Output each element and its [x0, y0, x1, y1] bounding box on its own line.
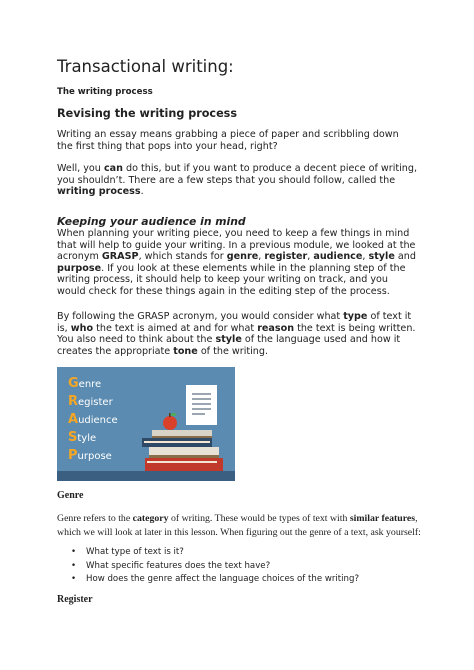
- page-title: Transactional writing:: [57, 57, 234, 76]
- grasp-illustration: [57, 367, 235, 481]
- genre-paragraph: [57, 512, 427, 540]
- bold-run: who: [70, 322, 94, 334]
- grasp-word: [68, 412, 118, 427]
- grasp-word: [68, 376, 101, 391]
- bold-run: style: [215, 334, 242, 345]
- bold-run: purpose: [57, 262, 102, 274]
- text-run: , which stands for: [138, 251, 227, 262]
- list-item: [57, 573, 427, 587]
- text-run: When planning your writing piece, you need to keep a few things in mind that will help to guide your writing. In a previous module, we looked at the acronym: [57, 228, 416, 262]
- list-item-text: How does the genre affect the language choices of the writing?: [86, 574, 360, 584]
- grasp-letter: P: [68, 448, 78, 463]
- text-run: ,: [362, 251, 369, 262]
- text-run: By following the GRASP acronym, you would consider what: [57, 311, 344, 322]
- grasp-word-rest: egister: [78, 397, 113, 408]
- writing-process-paragraph: [57, 163, 417, 198]
- text-run: the text is aimed at and for what: [93, 322, 258, 334]
- bold-run: genre: [226, 251, 259, 262]
- text-run: ,: [258, 251, 265, 262]
- genre-question-list: [57, 546, 427, 587]
- subheading: The writing process: [57, 87, 153, 97]
- grasp-word: [68, 448, 112, 463]
- bold-run: similar features: [349, 513, 416, 524]
- bullet-icon: •: [71, 560, 77, 571]
- grasp-word-rest: enre: [78, 379, 102, 390]
- bold-run: type: [343, 311, 368, 322]
- book-stack-icon: [142, 430, 223, 471]
- bold-run: GRASP: [101, 251, 139, 262]
- illustration-floor: [57, 471, 235, 481]
- text-run: Well, you: [57, 163, 104, 174]
- bold-run: writing process: [57, 186, 141, 197]
- grasp-letter: R: [68, 394, 79, 409]
- text-run: of the language used and how it creates the appropriate: [57, 334, 401, 357]
- bold-run: can: [103, 163, 123, 174]
- section-title: Revising the writing process: [57, 107, 237, 120]
- list-item-text: What type of text is it?: [86, 547, 184, 557]
- text-run: do this, but if you want to produce a decent piece of writing, you shouldn’t. There are a few steps that you should follow, called the: [57, 163, 418, 186]
- grasp-letter: G: [68, 376, 79, 391]
- genre-heading: Genre: [57, 490, 84, 501]
- grasp-word: [68, 430, 96, 445]
- text-run: Genre refers to the: [57, 513, 133, 524]
- bold-run: register: [264, 251, 308, 262]
- text-run: the text is being written. You also need to think about the: [57, 322, 416, 345]
- audience-paragraph: [57, 228, 417, 297]
- intro-paragraph: Writing an essay means grabbing a piece of paper and scribbling down the first thing that pops into your head, right?: [57, 129, 399, 152]
- bold-run: style: [368, 251, 395, 262]
- text-run: .: [140, 186, 144, 197]
- text-run: of the writing.: [197, 345, 269, 357]
- grasp-word-rest: tyle: [77, 433, 97, 444]
- register-heading: Register: [57, 594, 93, 605]
- text-run: ,: [307, 251, 314, 262]
- grasp-paragraph: [57, 311, 417, 357]
- bold-run: category: [132, 513, 169, 524]
- bullet-icon: •: [71, 547, 77, 557]
- text-run: . If you look at these elements while in the planning step of the writing process, it should help to keep your writing on track, and you would check for these things again in the editing step of the process.: [57, 262, 406, 297]
- audience-heading: Keeping your audience in mind: [57, 215, 246, 228]
- list-item: [57, 560, 427, 574]
- bold-run: tone: [173, 345, 198, 357]
- grasp-word-rest: udience: [78, 415, 118, 426]
- grasp-letter: A: [68, 412, 79, 427]
- list-item: [57, 546, 427, 560]
- grasp-word: [68, 394, 114, 409]
- list-item-text: What specific features does the text have?: [86, 560, 271, 571]
- document-icon: [186, 385, 217, 425]
- text-run: of text it is,: [57, 311, 412, 334]
- text-run: , which we will look at later in this lesson. When figuring out the genre of a text, ask yourself:: [57, 513, 421, 538]
- bold-run: audience: [313, 251, 363, 262]
- grasp-word-rest: urpose: [77, 451, 112, 462]
- text-run: of writing. These would be types of text with: [168, 513, 350, 524]
- bullet-icon: •: [71, 574, 77, 584]
- text-run: and: [394, 251, 416, 262]
- bold-run: reason: [257, 322, 295, 334]
- grasp-letter: S: [68, 430, 78, 445]
